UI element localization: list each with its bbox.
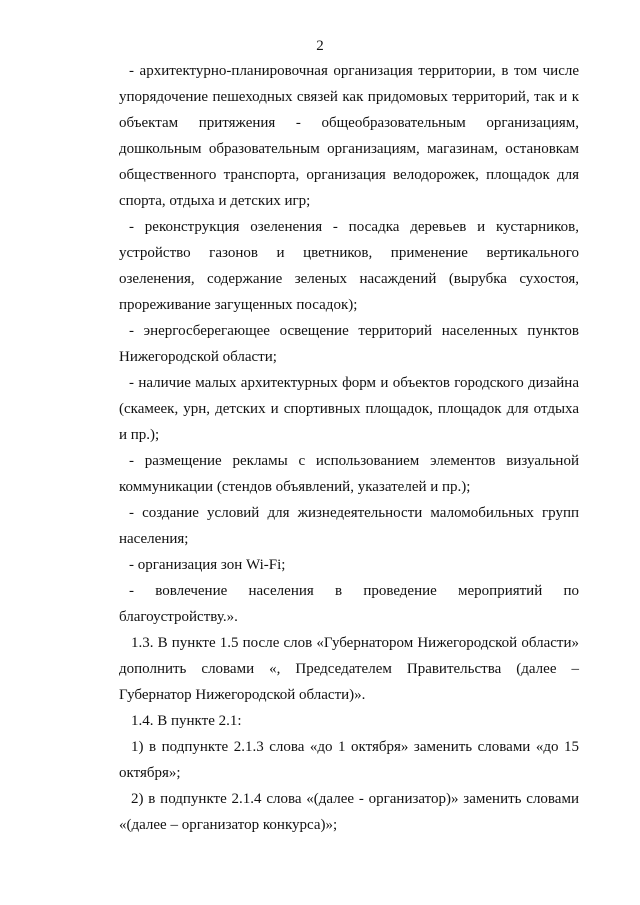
paragraph-accessibility-conditions: - создание условий для жизнедеятельности маломобильных групп населения;	[119, 505, 579, 547]
paragraph-architectural-planning: - архитектурно-планировочная организация территории, в том числе упорядочение пешеходных связей как придомовых территорий, так и к объектам притяжения - общеобразовательным организациям, дошкольным образовательным организациям, магазинам, остановкам общественного транспорта, организация велодорожек, площадок для спорта, отдыха и детских игр;	[119, 63, 579, 209]
paragraph-small-architectural-forms: - наличие малых архитектурных форм и объектов городского дизайна (скамеек, урн, детских и спортивных площадок, площадок для отдыха и пр.);	[119, 375, 579, 443]
paragraph-greening-reconstruction: - реконструкция озеленения - посадка деревьев и кустарников, устройство газонов и цветников, применение вертикального озеленения, содержание зеленых насаждений (вырубка сухостоя, прореживание загущенных посадок);	[119, 219, 579, 313]
paragraph-wifi-zones: - организация зон Wi-Fi;	[129, 557, 286, 573]
page-number: 2	[316, 38, 324, 54]
paragraph-advertising-placement: - размещение рекламы с использованием элементов визуальной коммуникации (стендов объявлений, указателей и пр.);	[119, 453, 579, 495]
paragraph-energy-saving-lighting: - энергосберегающее освещение территорий населенных пунктов Нижегородской области;	[119, 323, 579, 365]
paragraph-subitem-2: 2) в подпункте 2.1.4 слова «(далее - организатор)» заменить словами «(далее – организатор конкурса)»;	[119, 791, 579, 833]
paragraph-item-1-4: 1.4. В пункте 2.1:	[131, 713, 242, 729]
document-body	[119, 58, 579, 838]
paragraph-public-involvement: - вовлечение населения в проведение мероприятий по благоустройству.».	[119, 583, 579, 625]
paragraph-subitem-1: 1) в подпункте 2.1.3 слова «до 1 октября» заменить словами «до 15 октября»;	[119, 739, 579, 781]
paragraph-item-1-3: 1.3. В пункте 1.5 после слов «Губернатором Нижегородской области» дополнить словами «, Председателем Правительства (далее – Губернатор Нижегородской области)».	[119, 635, 579, 703]
